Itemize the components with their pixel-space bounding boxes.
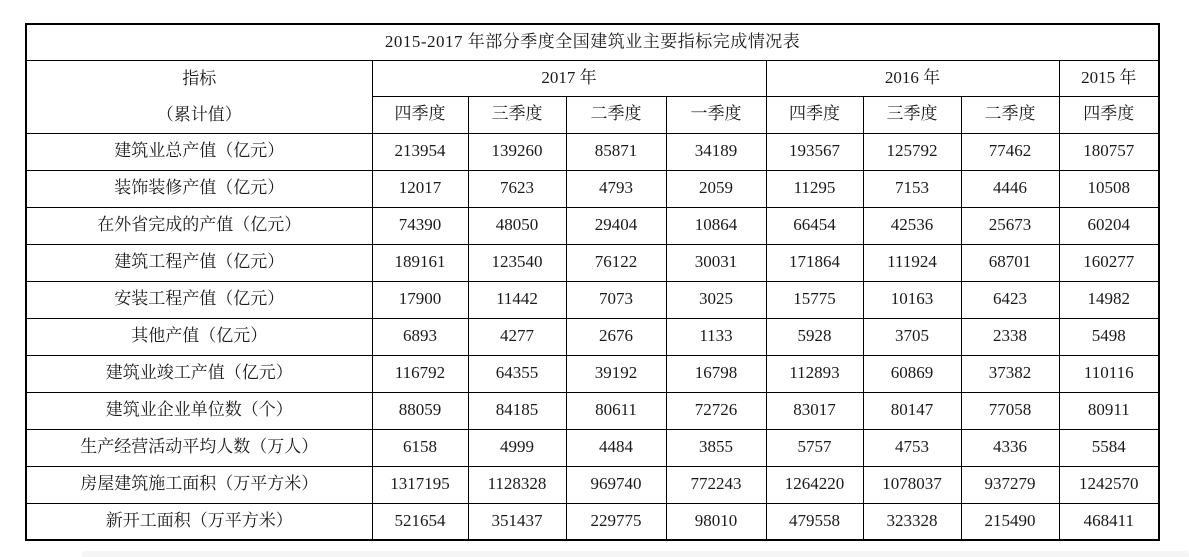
cell: 85871: [566, 133, 666, 170]
cell: 937279: [961, 466, 1059, 503]
cell: 6893: [372, 318, 468, 355]
indicator-header-label: 指标: [182, 68, 217, 88]
cell: 6423: [961, 281, 1059, 318]
cell: 160277: [1059, 244, 1159, 281]
cell: 4999: [468, 429, 566, 466]
row-label: 建筑工程产值（亿元）: [26, 244, 372, 281]
cell: 98010: [666, 503, 766, 540]
cell: 80611: [566, 392, 666, 429]
cell: 6158: [372, 429, 468, 466]
cell: 34189: [666, 133, 766, 170]
cell: 12017: [372, 170, 468, 207]
quarter-header-2016-q4: 四季度: [766, 96, 863, 133]
cell: 60204: [1059, 207, 1159, 244]
cell: 48050: [468, 207, 566, 244]
cell: 2059: [666, 170, 766, 207]
cell: 88059: [372, 392, 468, 429]
row-label: 房屋建筑施工面积（万平方米）: [26, 466, 372, 503]
cell: 80911: [1059, 392, 1159, 429]
cell: 2676: [566, 318, 666, 355]
row-label: 在外省完成的产值（亿元）: [26, 207, 372, 244]
cell: 180757: [1059, 133, 1159, 170]
next-content-block-edge: [82, 551, 1189, 557]
cell: 4793: [566, 170, 666, 207]
cell: 125792: [863, 133, 961, 170]
cell: 14982: [1059, 281, 1159, 318]
cell: 7153: [863, 170, 961, 207]
cell: 4336: [961, 429, 1059, 466]
table-row: [26, 133, 1159, 170]
quarter-header-2017-q1: 一季度: [666, 96, 766, 133]
cell: 17900: [372, 281, 468, 318]
cell: 7073: [566, 281, 666, 318]
table-row: [26, 429, 1159, 466]
cell: 76122: [566, 244, 666, 281]
cell: 7623: [468, 170, 566, 207]
indicator-header-sublabel: （累计值）: [156, 104, 242, 124]
cell: 215490: [961, 503, 1059, 540]
cell: 1128328: [468, 466, 566, 503]
cell: 25673: [961, 207, 1059, 244]
row-label: 建筑业总产值（亿元）: [26, 133, 372, 170]
cell: 3705: [863, 318, 961, 355]
cell: 11442: [468, 281, 566, 318]
cell: 123540: [468, 244, 566, 281]
quarter-header-2016-q3: 三季度: [863, 96, 961, 133]
cell: 1264220: [766, 466, 863, 503]
table-row: [26, 392, 1159, 429]
quarter-header-2015-q4: 四季度: [1059, 96, 1159, 133]
cell: 42536: [863, 207, 961, 244]
year-header-2017: 2017 年: [372, 60, 766, 96]
year-header-2016: 2016 年: [766, 60, 1059, 96]
cell: 30031: [666, 244, 766, 281]
table-row: [26, 170, 1159, 207]
cell: 5498: [1059, 318, 1159, 355]
cell: 193567: [766, 133, 863, 170]
cell: 5928: [766, 318, 863, 355]
cell: 80147: [863, 392, 961, 429]
cell: 351437: [468, 503, 566, 540]
cell: 189161: [372, 244, 468, 281]
indicators-table: [25, 23, 1160, 541]
cell: 64355: [468, 355, 566, 392]
table-row: [26, 281, 1159, 318]
cell: 111924: [863, 244, 961, 281]
row-label: 装饰装修产值（亿元）: [26, 170, 372, 207]
cell: 139260: [468, 133, 566, 170]
table-row: [26, 503, 1159, 540]
cell: 1317195: [372, 466, 468, 503]
cell: 29404: [566, 207, 666, 244]
cell: 74390: [372, 207, 468, 244]
cell: 171864: [766, 244, 863, 281]
cell: 110116: [1059, 355, 1159, 392]
row-label: 建筑业企业单位数（个）: [26, 392, 372, 429]
quarter-header-2017-q2: 二季度: [566, 96, 666, 133]
table-row: [26, 466, 1159, 503]
cell: 2338: [961, 318, 1059, 355]
cell: 10163: [863, 281, 961, 318]
cell: 4484: [566, 429, 666, 466]
cell: 323328: [863, 503, 961, 540]
cell: 772243: [666, 466, 766, 503]
cell: 83017: [766, 392, 863, 429]
row-label: 新开工面积（万平方米）: [26, 503, 372, 540]
cell: 66454: [766, 207, 863, 244]
cell: 1242570: [1059, 466, 1159, 503]
row-label: 建筑业竣工产值（亿元）: [26, 355, 372, 392]
cell: 5757: [766, 429, 863, 466]
cell: 11295: [766, 170, 863, 207]
cell: 16798: [666, 355, 766, 392]
cell: 3855: [666, 429, 766, 466]
indicator-header: [26, 60, 372, 133]
cell: 72726: [666, 392, 766, 429]
cell: 229775: [566, 503, 666, 540]
row-label: 安装工程产值（亿元）: [26, 281, 372, 318]
cell: 116792: [372, 355, 468, 392]
table-row: [26, 318, 1159, 355]
cell: 84185: [468, 392, 566, 429]
table-row: [26, 244, 1159, 281]
year-header-2015: 2015 年: [1059, 60, 1159, 96]
cell: 479558: [766, 503, 863, 540]
cell: 4277: [468, 318, 566, 355]
cell: 10508: [1059, 170, 1159, 207]
quarter-header-2016-q2: 二季度: [961, 96, 1059, 133]
table-title: 2015-2017 年部分季度全国建筑业主要指标完成情况表: [26, 24, 1159, 60]
cell: 10864: [666, 207, 766, 244]
cell: 468411: [1059, 503, 1159, 540]
row-label: 其他产值（亿元）: [26, 318, 372, 355]
cell: 5584: [1059, 429, 1159, 466]
cell: 969740: [566, 466, 666, 503]
cell: 1133: [666, 318, 766, 355]
cell: 4753: [863, 429, 961, 466]
cell: 77462: [961, 133, 1059, 170]
row-label: 生产经营活动平均人数（万人）: [26, 429, 372, 466]
cell: 37382: [961, 355, 1059, 392]
cell: 112893: [766, 355, 863, 392]
cell: 213954: [372, 133, 468, 170]
table-row: [26, 207, 1159, 244]
table-row: [26, 355, 1159, 392]
cell: 39192: [566, 355, 666, 392]
cell: 521654: [372, 503, 468, 540]
cell: 68701: [961, 244, 1059, 281]
quarter-header-2017-q4: 四季度: [372, 96, 468, 133]
cell: 4446: [961, 170, 1059, 207]
cell: 60869: [863, 355, 961, 392]
cell: 77058: [961, 392, 1059, 429]
cell: 1078037: [863, 466, 961, 503]
cell: 3025: [666, 281, 766, 318]
quarter-header-2017-q3: 三季度: [468, 96, 566, 133]
cell: 15775: [766, 281, 863, 318]
